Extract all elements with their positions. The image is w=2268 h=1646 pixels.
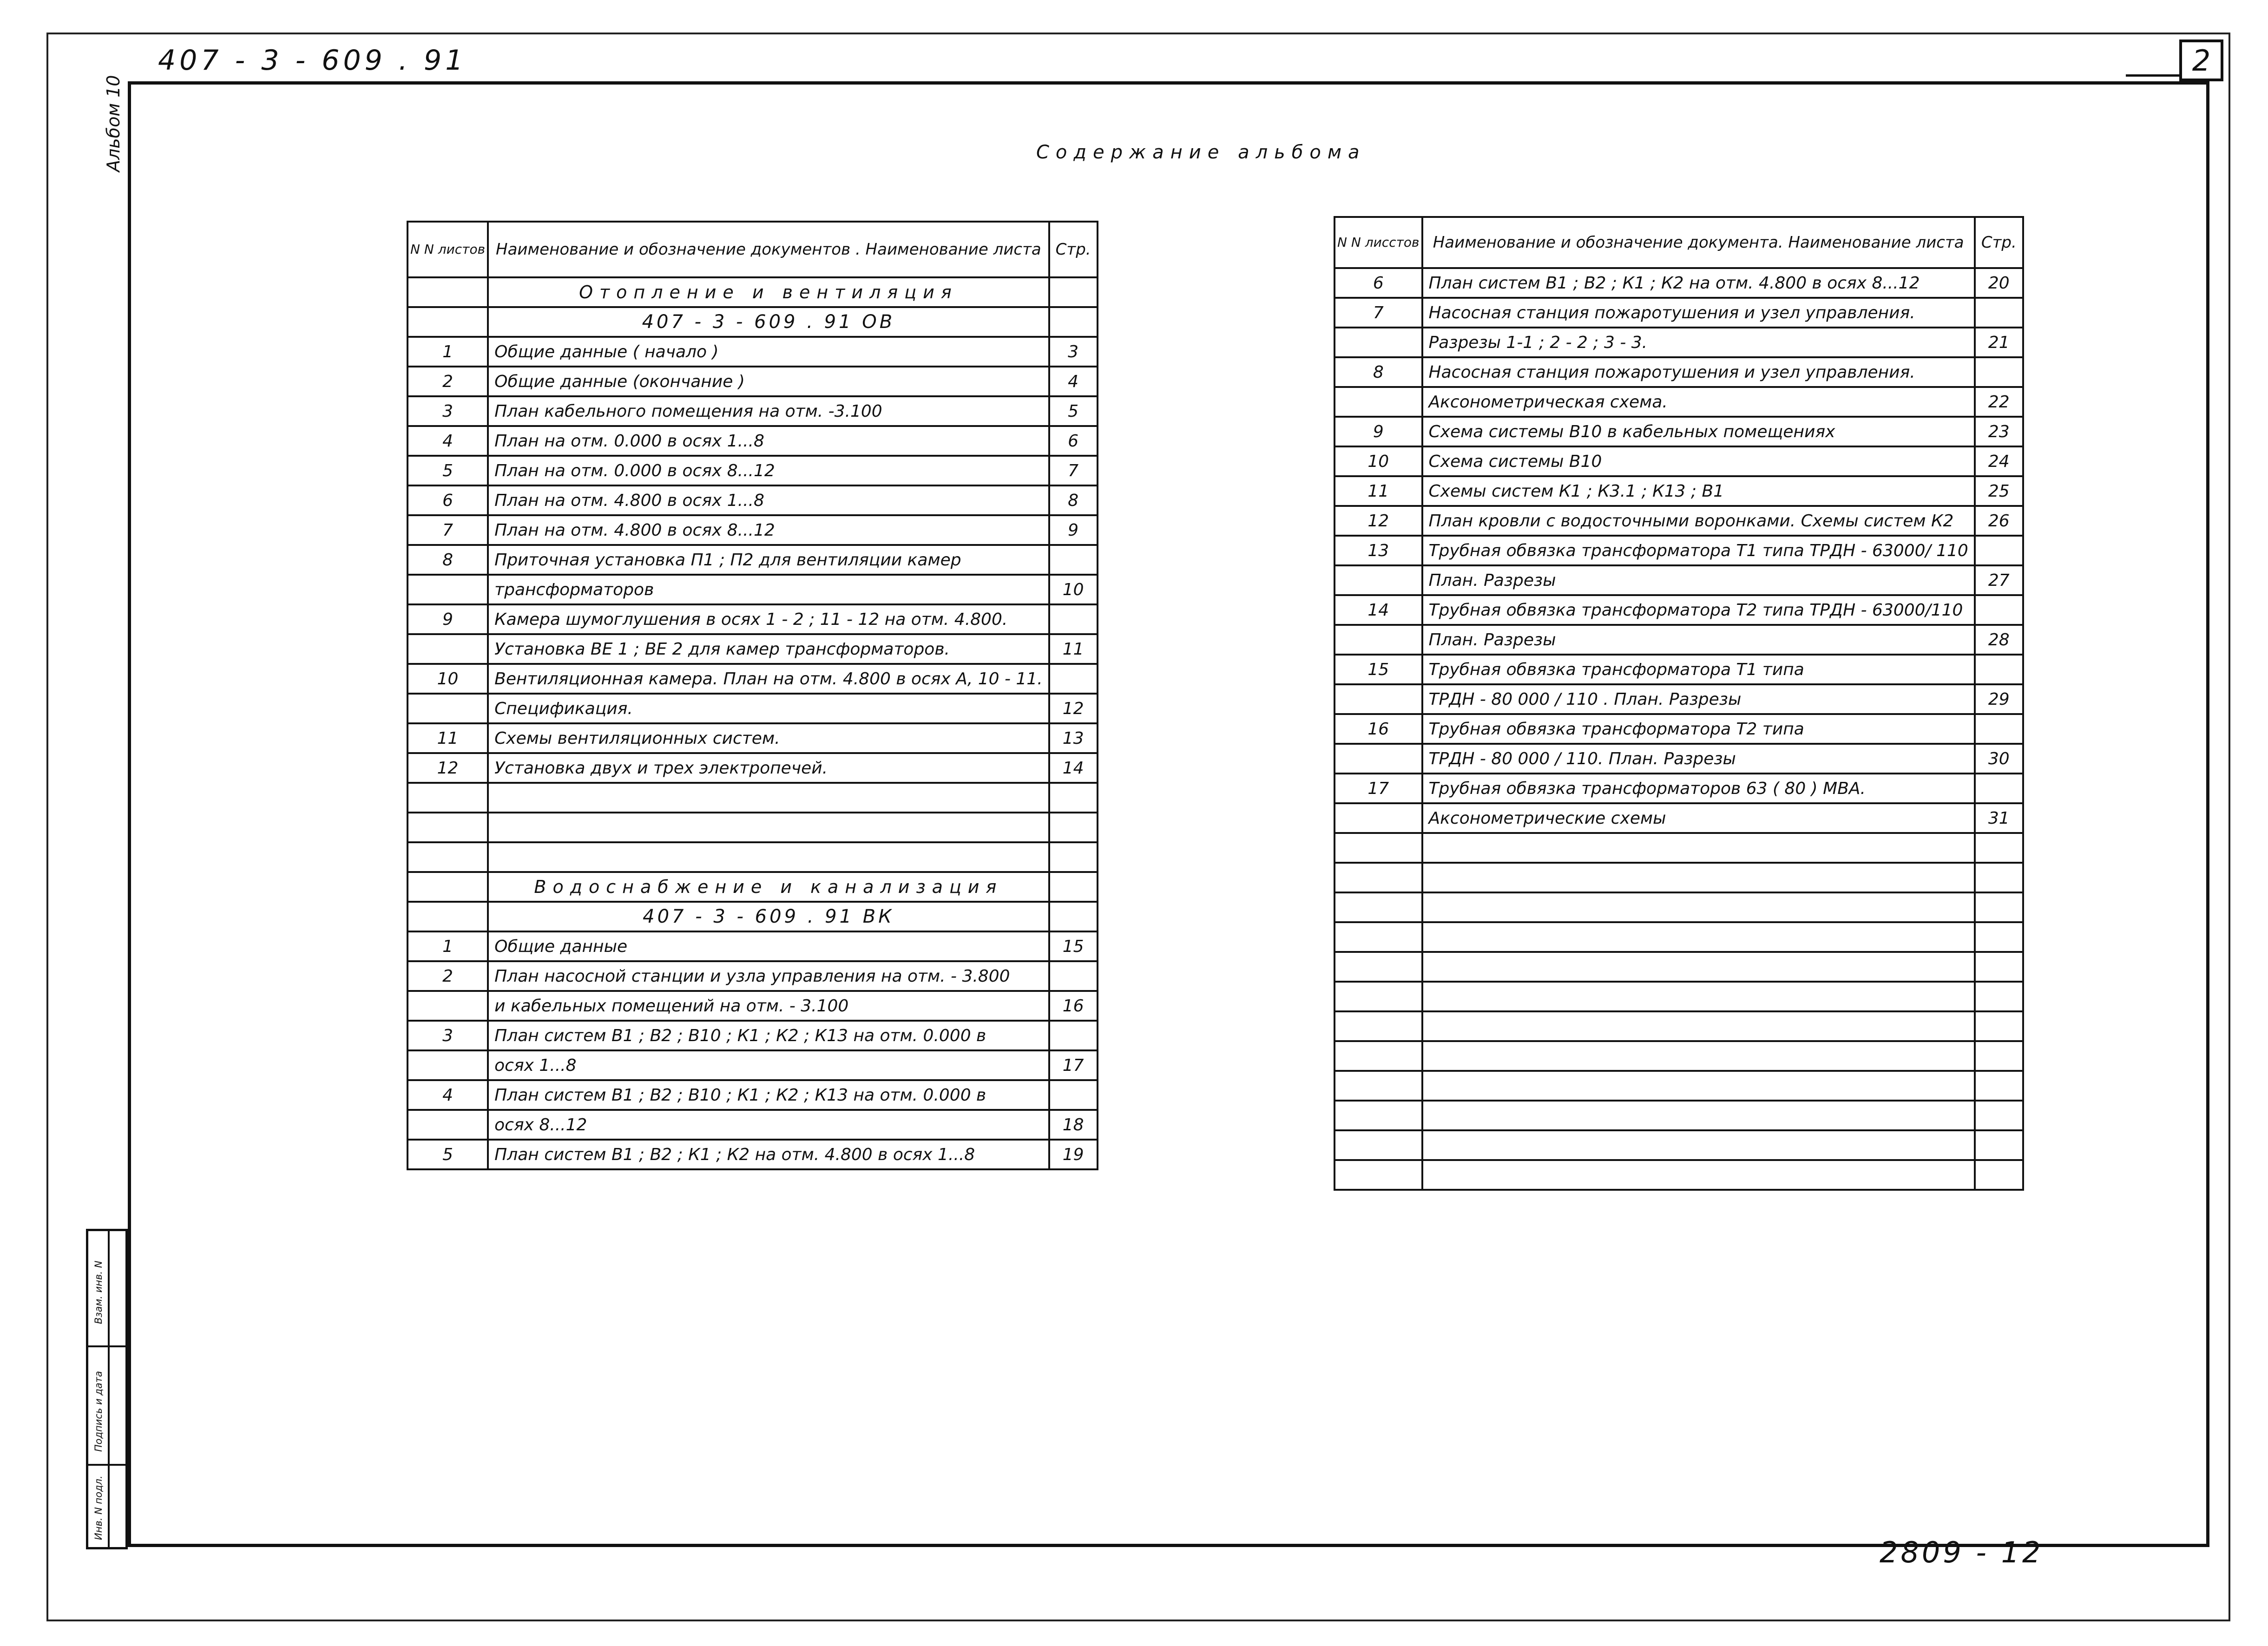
row-number: 5 <box>408 456 488 485</box>
row-page: 17 <box>1049 1050 1098 1080</box>
table-row <box>408 783 1098 813</box>
row-page <box>1975 1011 2023 1041</box>
row-title: Приточная установка П1 ; П2 для вентиляции камер <box>488 545 1049 575</box>
row-page: 28 <box>1975 625 2023 655</box>
stamp-label: Подпись и дата <box>93 1371 104 1452</box>
table-row <box>408 1110 1098 1140</box>
table-row <box>408 426 1098 456</box>
table-row <box>408 396 1098 426</box>
row-number: 6 <box>408 485 488 515</box>
table-row <box>1335 446 2023 476</box>
row-number: 8 <box>1335 357 1422 387</box>
album-label: Альбом 10 <box>103 75 124 172</box>
table-row <box>1335 863 2023 892</box>
table-row <box>1335 417 2023 446</box>
sheet-box-line <box>2126 74 2179 77</box>
row-page: 12 <box>1049 694 1098 723</box>
row-page: 13 <box>1049 723 1098 753</box>
row-number <box>1335 803 1422 833</box>
table-row <box>1335 595 2023 625</box>
row-title: Трубная обвязка трансформатора Т2 типа <box>1422 714 1975 744</box>
row-title <box>1422 922 1975 952</box>
row-title: Насосная станция пожаротушения и узел управления. <box>1422 357 1975 387</box>
row-title: ТРДН - 80 000 / 110. План. Разрезы <box>1422 744 1975 774</box>
table-row <box>1335 565 2023 595</box>
row-page <box>1049 813 1098 842</box>
row-page: 30 <box>1975 744 2023 774</box>
table-row <box>1335 625 2023 655</box>
row-title: Установка ВЕ 1 ; ВЕ 2 для камер трансформаторов. <box>488 634 1049 664</box>
row-title: Камера шумоглушения в осях 1 - 2 ; 11 - 12 на отм. 4.800. <box>488 604 1049 634</box>
row-title <box>1422 863 1975 892</box>
col-header-number: N N листов <box>408 222 488 277</box>
row-number: 17 <box>1335 774 1422 803</box>
row-page: 16 <box>1049 991 1098 1021</box>
row-title <box>488 813 1049 842</box>
row-page: 27 <box>1975 565 2023 595</box>
row-number <box>408 991 488 1021</box>
table-row <box>408 842 1098 872</box>
row-title: ТРДН - 80 000 / 110 . План. Разрезы <box>1422 684 1975 714</box>
archive-number: 2809 - 12 <box>1880 1535 2044 1569</box>
row-number <box>1335 1101 1422 1130</box>
table-row <box>1335 655 2023 684</box>
table-row <box>1335 387 2023 417</box>
table-row <box>1335 803 2023 833</box>
row-number <box>408 1050 488 1080</box>
row-page: 11 <box>1049 634 1098 664</box>
row-page: 19 <box>1049 1140 1098 1169</box>
table-row <box>408 575 1098 604</box>
row-number: 9 <box>1335 417 1422 446</box>
row-number <box>408 634 488 664</box>
row-page <box>1975 298 2023 328</box>
row-number: 2 <box>408 367 488 396</box>
table-row <box>1335 506 2023 536</box>
row-page: 24 <box>1975 446 2023 476</box>
row-page <box>1049 277 1098 307</box>
row-number <box>1335 863 1422 892</box>
row-number <box>1335 1071 1422 1101</box>
row-page <box>1975 774 2023 803</box>
row-page <box>1975 595 2023 625</box>
table-row <box>408 1140 1098 1169</box>
row-page <box>1975 1101 2023 1130</box>
row-number <box>408 842 488 872</box>
section-designation: 407 - 3 - 609 . 91 ВК <box>488 902 1049 931</box>
col-header-page: Стр. <box>1049 222 1098 277</box>
row-number <box>1335 833 1422 863</box>
row-title: Схема системы В10 в кабельных помещениях <box>1422 417 1975 446</box>
row-page <box>1049 961 1098 991</box>
stamp-cell <box>88 1347 125 1466</box>
contents-table-right <box>1334 216 2024 1191</box>
row-number <box>408 872 488 902</box>
row-number <box>1335 952 1422 982</box>
row-page <box>1975 922 2023 952</box>
row-number: 5 <box>408 1140 488 1169</box>
table-row <box>1335 1160 2023 1190</box>
row-number: 10 <box>1335 446 1422 476</box>
row-page <box>1975 655 2023 684</box>
stamp-cell <box>88 1466 125 1547</box>
row-number: 7 <box>408 515 488 545</box>
row-page: 6 <box>1049 426 1098 456</box>
row-page: 18 <box>1049 1110 1098 1140</box>
table-row <box>408 753 1098 783</box>
row-page <box>1975 714 2023 744</box>
table-row <box>1335 714 2023 744</box>
row-number <box>1335 922 1422 952</box>
table-row <box>1335 744 2023 774</box>
row-title: Трубная обвязка трансформатора Т1 типа <box>1422 655 1975 684</box>
table-row <box>408 902 1098 931</box>
row-title: План кабельного помещения на отм. -3.100 <box>488 396 1049 426</box>
row-page: 23 <box>1975 417 2023 446</box>
table-row <box>408 723 1098 753</box>
row-title: Трубная обвязка трансформатора Т2 типа ТРДН - 63000/110 <box>1422 595 1975 625</box>
table-row <box>408 1021 1098 1050</box>
table-row <box>408 694 1098 723</box>
row-title <box>1422 1160 1975 1190</box>
table-row <box>1335 536 2023 565</box>
row-number: 7 <box>1335 298 1422 328</box>
table-row <box>408 1080 1098 1110</box>
row-number <box>1335 625 1422 655</box>
page-title: Содержание альбома <box>1036 142 1366 163</box>
row-title: осях 8...12 <box>488 1110 1049 1140</box>
row-page: 7 <box>1049 456 1098 485</box>
row-title: Аксонометрическая схема. <box>1422 387 1975 417</box>
col-header-name: Наименование и обозначение документа. Наименование листа <box>1422 217 1975 268</box>
row-title: Разрезы 1-1 ; 2 - 2 ; 3 - 3. <box>1422 328 1975 357</box>
table-row <box>1335 298 2023 328</box>
row-title <box>1422 1011 1975 1041</box>
table-row <box>1335 833 2023 863</box>
row-page <box>1975 1130 2023 1160</box>
row-number: 1 <box>408 931 488 961</box>
table-row <box>408 1050 1098 1080</box>
table-row <box>1335 328 2023 357</box>
row-title: План на отм. 0.000 в осях 8...12 <box>488 456 1049 485</box>
row-number: 3 <box>408 1021 488 1050</box>
row-number: 12 <box>1335 506 1422 536</box>
row-title: Общие данные <box>488 931 1049 961</box>
row-number <box>408 813 488 842</box>
row-title: План кровли с водосточными воронками. Схемы систем К2 <box>1422 506 1975 536</box>
table-row <box>408 634 1098 664</box>
table-row <box>1335 268 2023 298</box>
row-page <box>1975 1160 2023 1190</box>
row-number: 2 <box>408 961 488 991</box>
row-page <box>1975 952 2023 982</box>
row-title: Трубная обвязка трансформатора Т1 типа ТРДН - 63000/ 110 <box>1422 536 1975 565</box>
table-row <box>1335 922 2023 952</box>
table-row <box>408 337 1098 367</box>
row-title: Установка двух и трех электропечей. <box>488 753 1049 783</box>
row-title <box>488 783 1049 813</box>
row-page <box>1049 307 1098 337</box>
row-page <box>1049 604 1098 634</box>
row-page <box>1049 842 1098 872</box>
section-heading: Отопление и вентиляция <box>488 277 1049 307</box>
stamp-cell <box>88 1231 125 1347</box>
col-header-page: Стр. <box>1975 217 2023 268</box>
row-page <box>1975 1071 2023 1101</box>
row-page: 25 <box>1975 476 2023 506</box>
row-title: План. Разрезы <box>1422 565 1975 595</box>
row-number <box>408 783 488 813</box>
table-row <box>408 307 1098 337</box>
table-row <box>1335 1101 2023 1130</box>
table-row <box>408 813 1098 842</box>
table-row <box>408 604 1098 634</box>
row-number: 11 <box>1335 476 1422 506</box>
contents-table-left <box>407 221 1098 1170</box>
table-row <box>408 991 1098 1021</box>
row-title: План насосной станции и узла управления на отм. - 3.800 <box>488 961 1049 991</box>
row-title: План на отм. 4.800 в осях 1...8 <box>488 485 1049 515</box>
row-number <box>408 902 488 931</box>
table-row <box>408 664 1098 694</box>
table-row <box>408 515 1098 545</box>
row-number <box>408 1110 488 1140</box>
row-title: и кабельных помещений на отм. - 3.100 <box>488 991 1049 1021</box>
row-number <box>1335 1130 1422 1160</box>
row-title: План систем В1 ; В2 ; К1 ; К2 на отм. 4.800 в осях 1...8 <box>488 1140 1049 1169</box>
row-title: Спецификация. <box>488 694 1049 723</box>
row-page <box>1049 1021 1098 1050</box>
row-number: 4 <box>408 1080 488 1110</box>
section-designation: 407 - 3 - 609 . 91 ОВ <box>488 307 1049 337</box>
row-title: осях 1...8 <box>488 1050 1049 1080</box>
row-title: Общие данные ( начало ) <box>488 337 1049 367</box>
row-page: 22 <box>1975 387 2023 417</box>
table-row <box>408 277 1098 307</box>
row-title: План систем В1 ; В2 ; В10 ; К1 ; К2 ; К13 на отм. 0.000 в <box>488 1080 1049 1110</box>
row-page: 5 <box>1049 396 1098 426</box>
row-number <box>1335 744 1422 774</box>
row-title: План на отм. 0.000 в осях 1...8 <box>488 426 1049 456</box>
row-page <box>1975 536 2023 565</box>
row-title: Аксонометрические схемы <box>1422 803 1975 833</box>
row-title <box>488 842 1049 872</box>
row-page <box>1049 902 1098 931</box>
row-page: 26 <box>1975 506 2023 536</box>
row-title: Схемы систем К1 ; К3.1 ; К13 ; В1 <box>1422 476 1975 506</box>
row-number: 16 <box>1335 714 1422 744</box>
row-page <box>1975 833 2023 863</box>
row-number <box>1335 1041 1422 1071</box>
row-number: 14 <box>1335 595 1422 625</box>
table-row <box>1335 1011 2023 1041</box>
row-page: 9 <box>1049 515 1098 545</box>
row-page: 29 <box>1975 684 2023 714</box>
table-row <box>1335 684 2023 714</box>
table-row <box>1335 982 2023 1011</box>
row-number: 1 <box>408 337 488 367</box>
row-page: 15 <box>1049 931 1098 961</box>
row-title: Вентиляционная камера. План на отм. 4.800 в осях А, 10 - 11. <box>488 664 1049 694</box>
row-title <box>1422 1071 1975 1101</box>
row-page: 21 <box>1975 328 2023 357</box>
row-title <box>1422 1041 1975 1071</box>
table-row <box>408 367 1098 396</box>
stamp-label: Взам. инв. N <box>93 1260 104 1324</box>
row-page: 20 <box>1975 268 2023 298</box>
table-row <box>1335 1130 2023 1160</box>
row-title <box>1422 833 1975 863</box>
row-number <box>408 694 488 723</box>
table-row <box>408 872 1098 902</box>
row-number: 12 <box>408 753 488 783</box>
row-title <box>1422 892 1975 922</box>
stamp-label: Инв. N подл. <box>93 1475 104 1540</box>
row-title: Насосная станция пожаротушения и узел управления. <box>1422 298 1975 328</box>
document-code: 407 - 3 - 609 . 91 <box>158 44 467 77</box>
row-page <box>1049 783 1098 813</box>
sheet-number: 2 <box>2179 39 2223 81</box>
row-page <box>1049 872 1098 902</box>
table-row <box>408 545 1098 575</box>
row-title: План на отм. 4.800 в осях 8...12 <box>488 515 1049 545</box>
row-page: 10 <box>1049 575 1098 604</box>
row-number <box>1335 565 1422 595</box>
row-page <box>1975 982 2023 1011</box>
row-number <box>1335 1011 1422 1041</box>
table-row <box>1335 774 2023 803</box>
row-page <box>1975 1041 2023 1071</box>
row-number <box>1335 1160 1422 1190</box>
row-page: 4 <box>1049 367 1098 396</box>
row-number: 11 <box>408 723 488 753</box>
row-page: 31 <box>1975 803 2023 833</box>
table-row <box>1335 952 2023 982</box>
row-title <box>1422 952 1975 982</box>
row-number <box>408 575 488 604</box>
table-row <box>1335 1041 2023 1071</box>
row-title: План систем В1 ; В2 ; К1 ; К2 на отм. 4.800 в осях 8...12 <box>1422 268 1975 298</box>
row-page: 3 <box>1049 337 1098 367</box>
row-number <box>408 307 488 337</box>
row-number <box>408 277 488 307</box>
section-heading: Водоснабжение и канализация <box>488 872 1049 902</box>
row-number: 3 <box>408 396 488 426</box>
col-header-number: N N лисстов <box>1335 217 1422 268</box>
row-number <box>1335 892 1422 922</box>
row-page <box>1049 664 1098 694</box>
row-page <box>1049 1080 1098 1110</box>
row-number: 4 <box>408 426 488 456</box>
row-number <box>1335 387 1422 417</box>
row-page <box>1975 357 2023 387</box>
row-page: 14 <box>1049 753 1098 783</box>
row-title: План. Разрезы <box>1422 625 1975 655</box>
row-page <box>1049 545 1098 575</box>
row-number: 6 <box>1335 268 1422 298</box>
row-page <box>1975 863 2023 892</box>
row-title <box>1422 1101 1975 1130</box>
row-page <box>1975 892 2023 922</box>
row-number <box>1335 684 1422 714</box>
table-row <box>1335 476 2023 506</box>
row-number: 9 <box>408 604 488 634</box>
row-title: трансформаторов <box>488 575 1049 604</box>
table-row <box>408 931 1098 961</box>
row-number <box>1335 328 1422 357</box>
table-row <box>408 456 1098 485</box>
row-number: 13 <box>1335 536 1422 565</box>
row-title <box>1422 1130 1975 1160</box>
col-header-name: Наименование и обозначение документов . Наименование листа <box>488 222 1049 277</box>
table-row <box>408 961 1098 991</box>
row-number: 15 <box>1335 655 1422 684</box>
row-title <box>1422 982 1975 1011</box>
table-row <box>1335 892 2023 922</box>
row-title: Общие данные (окончание ) <box>488 367 1049 396</box>
row-number: 10 <box>408 664 488 694</box>
row-title: Схема системы В10 <box>1422 446 1975 476</box>
row-title: Трубная обвязка трансформаторов 63 ( 80 ) МВА. <box>1422 774 1975 803</box>
row-page: 8 <box>1049 485 1098 515</box>
row-title: Схемы вентиляционных систем. <box>488 723 1049 753</box>
row-number: 8 <box>408 545 488 575</box>
table-row <box>1335 357 2023 387</box>
row-title: План систем В1 ; В2 ; В10 ; К1 ; К2 ; К13 на отм. 0.000 в <box>488 1021 1049 1050</box>
row-number <box>1335 982 1422 1011</box>
approval-stamp <box>86 1229 128 1549</box>
table-row <box>408 485 1098 515</box>
table-row <box>1335 1071 2023 1101</box>
